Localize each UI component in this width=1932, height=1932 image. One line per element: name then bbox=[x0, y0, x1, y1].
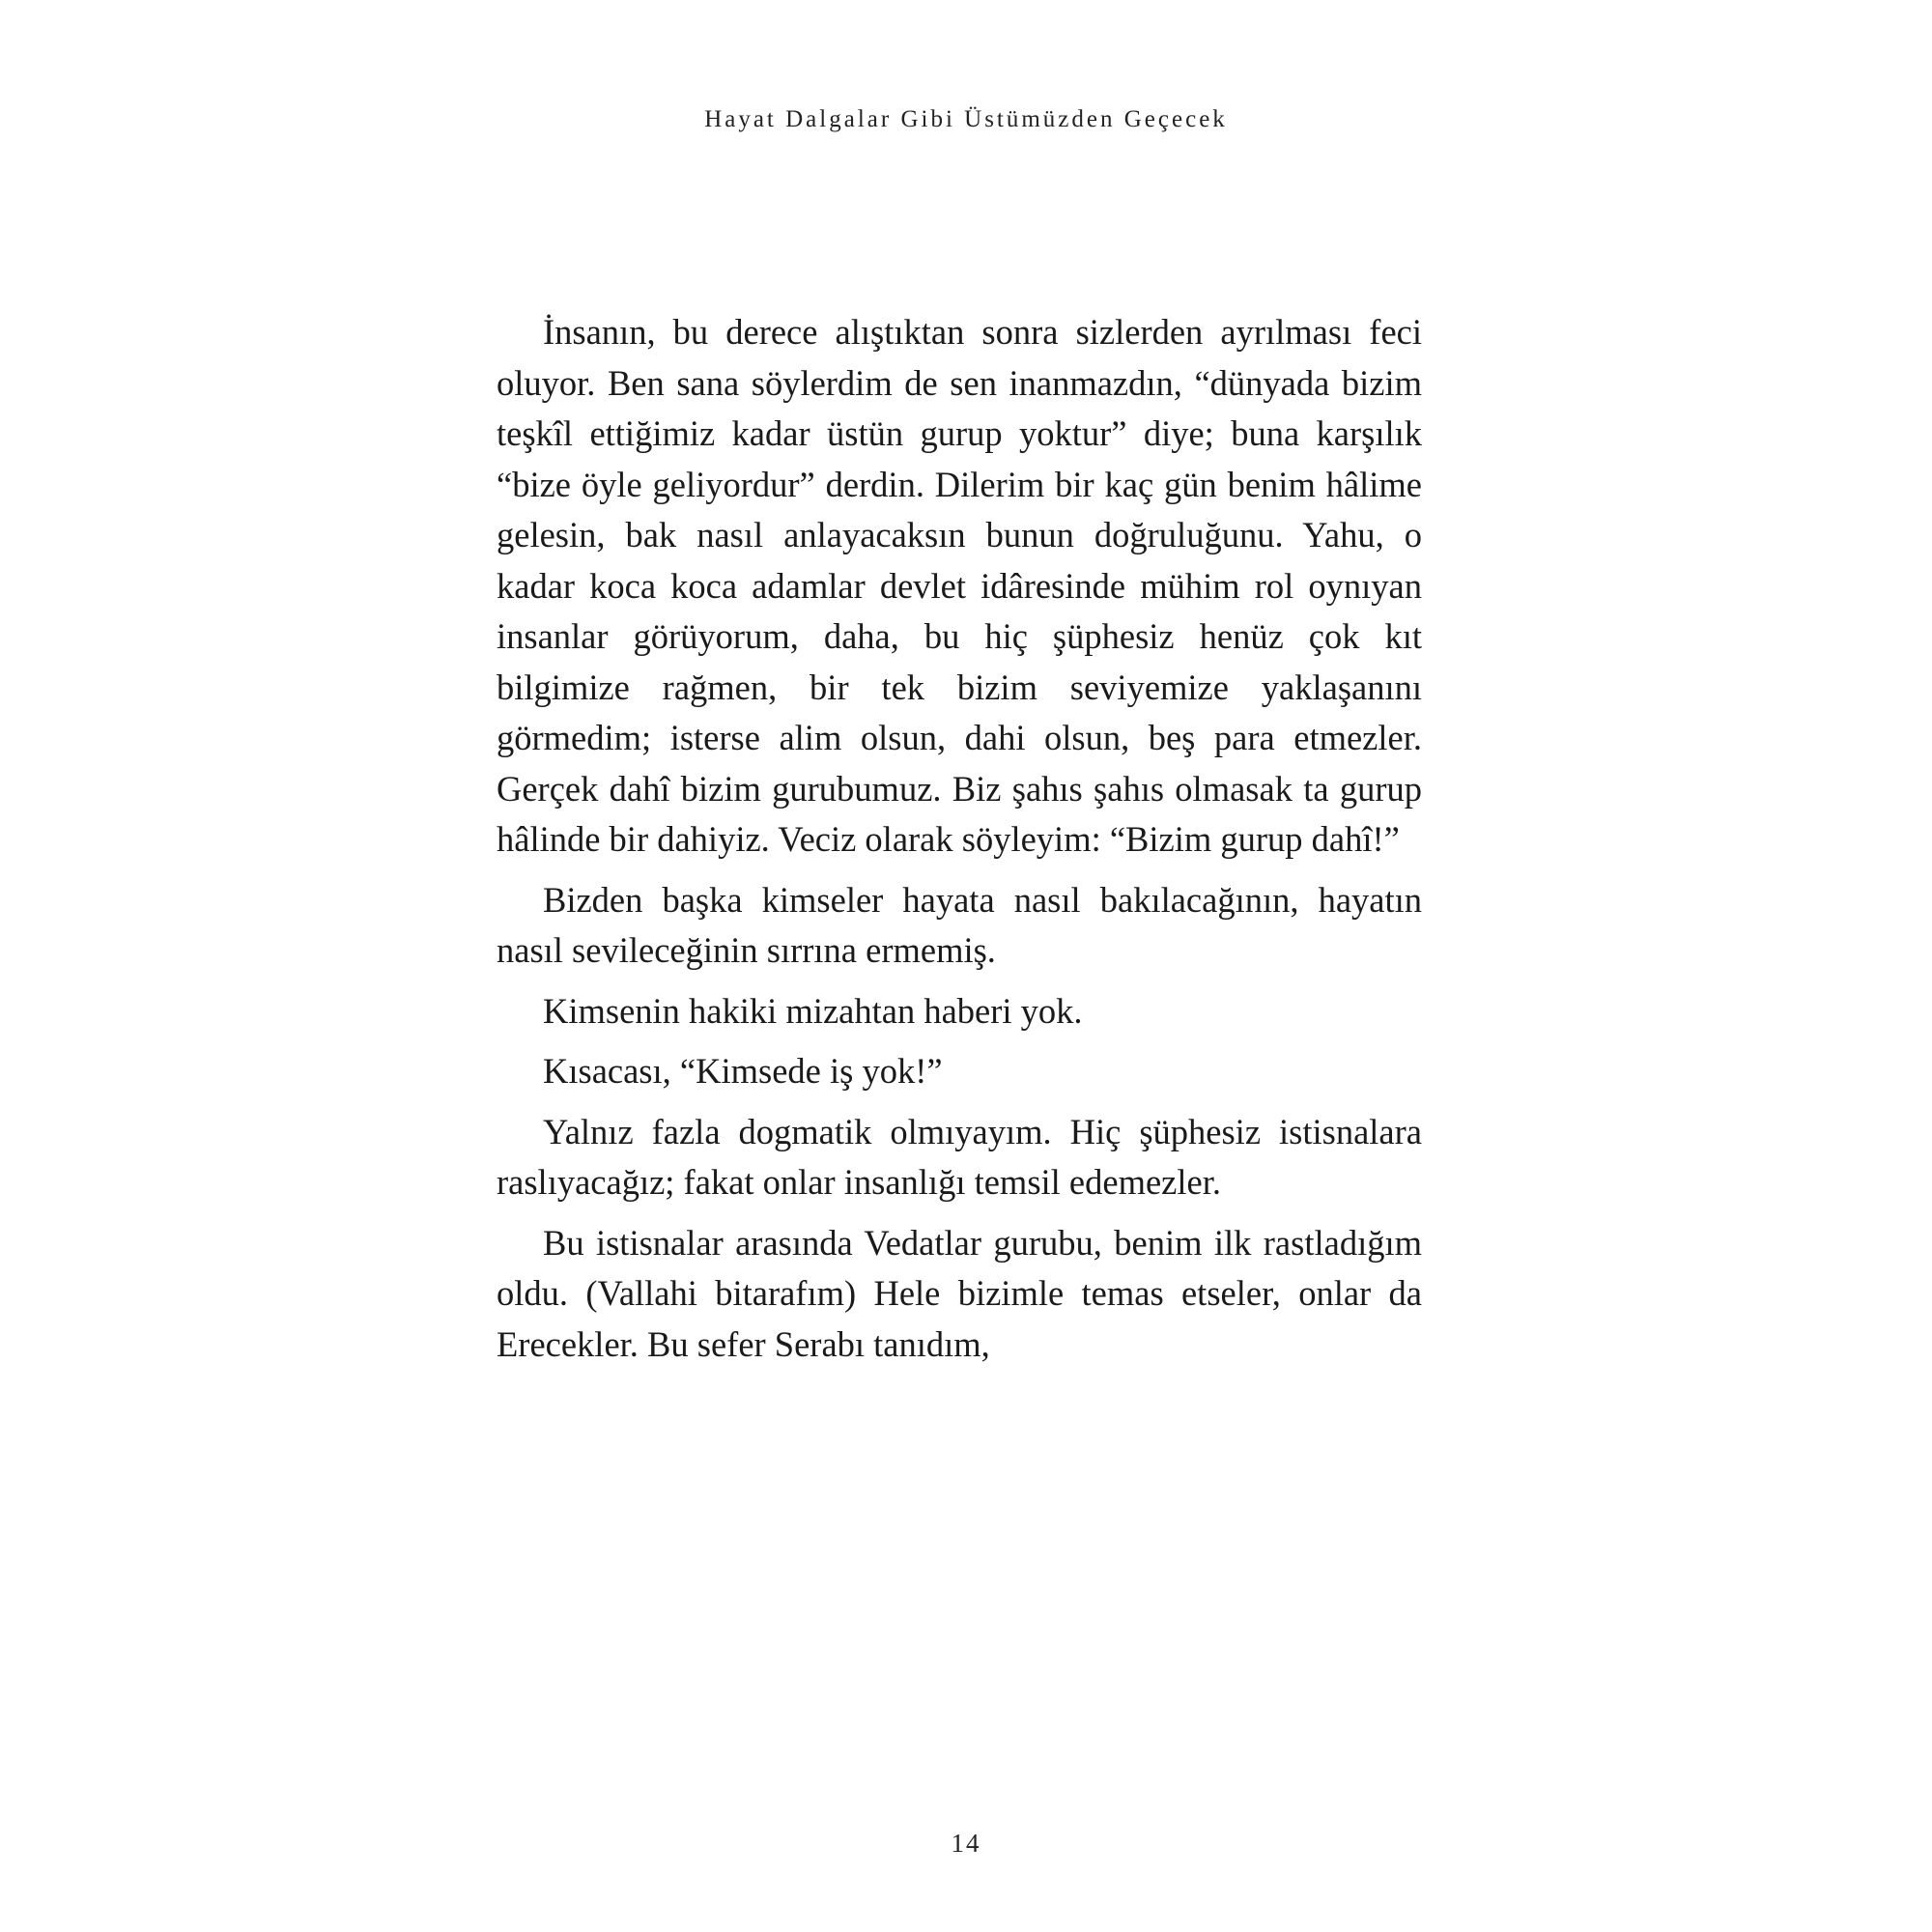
paragraph-5: Yalnız fazla dogmatik olmıyayım. Hiç şüphesiz istisnalara raslıyacağız; fakat onlar insanlığı temsil edemezler. bbox=[497, 1111, 1422, 1202]
body-text bbox=[497, 307, 1422, 1370]
paragraph-6: Bu istisnalar arasında Vedatlar gurubu, benim ilk rastladığım oldu. (Vallahi bitarafım) Hele bizimle temas etseler, onlar da Erecekler. Bu sefer Serabı tanıdım, bbox=[497, 1222, 1422, 1364]
paragraph-4: Kısacası, “Kimsede iş yok!” bbox=[543, 1051, 943, 1091]
page-number: 14 bbox=[951, 1829, 981, 1858]
paragraph-2: Bizden başka kimseler hayata nasıl bakılacağının, hayatın nasıl sevileceğinin sırrına ermemiş. bbox=[497, 879, 1422, 970]
paragraph-1: İnsanın, bu derece alıştıktan sonra sizlerden ayrılması feci oluyor. Ben sana söylerdim de sen inanmazdın, “dünyada bizim teşkîl ettiğimiz kadar üstün gurup yoktur” diye; buna karşılık “bize öyle geliyordur” derdin. Dilerim bir kaç gün benim hâlime gelesin, bak nasıl anlayacaksın bunun doğruluğunu. Yahu, o kadar koca koca adamlar devlet idâresinde mühim rol oynıyan insanlar görüyorum, daha, bu hiç şüphesiz henüz çok kıt bilgimize rağmen, bir tek bizim seviyemize yaklaşanını görmedim; isterse alim olsun, dahi olsun, beş para etmezler. Gerçek dahî bizim gurubumuz. Biz şahıs şahıs olmasak ta gurup hâlinde bir dahiyiz. Veciz olarak söyleyim: “Bizim gurup dahî!” bbox=[497, 312, 1422, 859]
running-header: Hayat Dalgalar Gibi Üstümüzden Geçecek bbox=[704, 106, 1228, 132]
paragraph-3: Kimsenin hakiki mizahtan haberi yok. bbox=[543, 990, 1083, 1031]
